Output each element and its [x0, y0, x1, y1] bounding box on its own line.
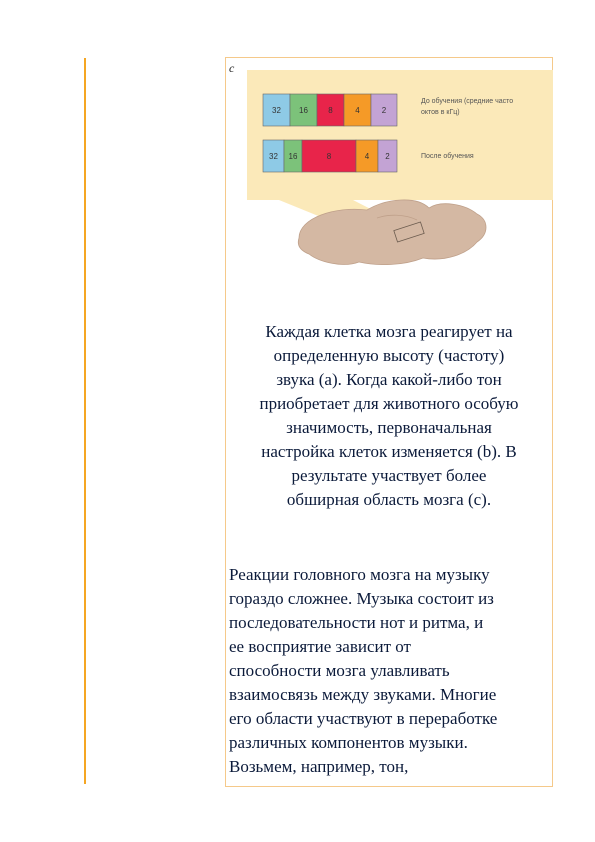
- caption-line: приобретает для животного особую: [259, 394, 519, 413]
- body-line: гораздо сложнее. Музыка состоит из: [229, 589, 494, 608]
- panel-letter: c: [229, 61, 235, 75]
- body-line: последовательности нот и ритма, и: [229, 613, 484, 632]
- figure-svg: [227, 58, 553, 270]
- cell-label: 2: [381, 106, 387, 115]
- cell-label: 16: [299, 106, 308, 115]
- caption-line: определенную высоту (частоту): [273, 346, 505, 365]
- before-label: До обучения (средние часто: [421, 98, 514, 105]
- caption-line: обширная область мозга (с).: [286, 490, 492, 509]
- caption-line: Каждая клетка мозга реагирует на: [265, 322, 513, 341]
- caption-line: значимость, первоначальная: [286, 418, 492, 437]
- cell-label: 4: [364, 152, 370, 161]
- left-margin-rule: [84, 58, 86, 784]
- body-line: Возьмем, например, тон,: [229, 757, 409, 776]
- figure-caption: [232, 320, 546, 512]
- cell-label: 32: [272, 106, 281, 115]
- cell-label: 2: [385, 152, 390, 161]
- body-paragraph: [229, 563, 549, 779]
- body-line: Реакции головного мозга на музыку: [229, 565, 490, 584]
- before-label-line2: октов в кГц): [421, 109, 460, 116]
- body-line: взаимосвязь между звуками. Многие: [229, 685, 497, 704]
- cell-label: 16: [288, 152, 298, 161]
- body-line: различных компонентов музыки.: [229, 733, 468, 752]
- body-line: его области участвуют в переработке: [229, 709, 498, 728]
- cell-label: 8: [326, 152, 332, 161]
- frequency-map-figure: [227, 58, 553, 270]
- caption-line: настройка клеток изменяется (b). В: [261, 442, 517, 461]
- cell-label: 4: [355, 106, 360, 115]
- body-line: ее восприятие зависит от: [229, 637, 411, 656]
- figure-panel: [247, 70, 553, 200]
- after-label: После обучения: [421, 153, 474, 160]
- cell-label: 32: [269, 152, 278, 161]
- body-line: способности мозга улавливать: [229, 661, 450, 680]
- cell-label: 8: [328, 106, 333, 115]
- caption-line: звука (а). Когда какой-либо тон: [276, 370, 502, 389]
- caption-line: результате участвует более: [291, 466, 487, 485]
